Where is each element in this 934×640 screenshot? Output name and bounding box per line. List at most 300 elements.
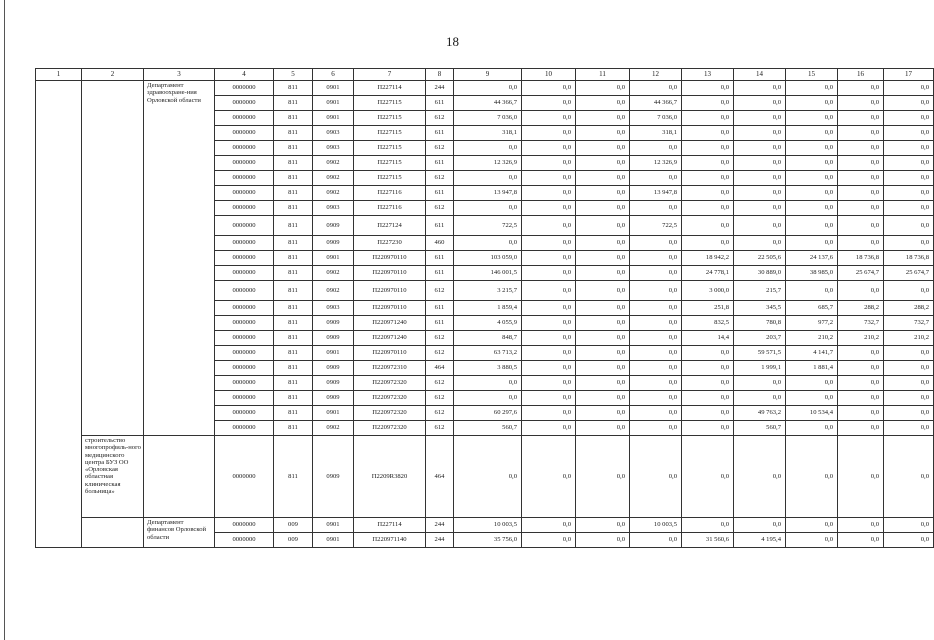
table-cell: 0,0 <box>838 216 884 236</box>
table-cell: 811 <box>274 201 313 216</box>
table-cell: 0,0 <box>576 236 630 251</box>
table-cell: 0,0 <box>786 171 838 186</box>
table-cell: 0,0 <box>522 81 576 96</box>
table-cell: 009 <box>274 518 313 533</box>
table-cell: 0,0 <box>734 391 786 406</box>
table-cell: 0,0 <box>454 141 522 156</box>
table-cell: 811 <box>274 141 313 156</box>
table-cell: 0,0 <box>576 251 630 266</box>
table-cell: 244 <box>426 81 454 96</box>
table-cell: 0,0 <box>576 201 630 216</box>
table-cell: 0,0 <box>786 96 838 111</box>
table-cell: 3 000,0 <box>682 281 734 301</box>
table-cell: 0,0 <box>630 361 682 376</box>
table-cell: 0,0 <box>576 436 630 518</box>
table-cell: П227115 <box>354 141 426 156</box>
table-cell: 0000000 <box>215 376 274 391</box>
table-cell: 0,0 <box>734 376 786 391</box>
table-cell: 811 <box>274 251 313 266</box>
table-cell: 0,0 <box>734 96 786 111</box>
table-cell: 732,7 <box>838 316 884 331</box>
table-cell: 49 763,2 <box>734 406 786 421</box>
table-cell: 10 534,4 <box>786 406 838 421</box>
table-cell: 0,0 <box>576 111 630 126</box>
table-cell: 0,0 <box>682 216 734 236</box>
table-cell: 0,0 <box>884 346 934 361</box>
table-cell: 0,0 <box>630 171 682 186</box>
table-cell: П220972320 <box>354 421 426 436</box>
table-cell: 0,0 <box>576 331 630 346</box>
table-cell: 811 <box>274 266 313 281</box>
column-header-1: 1 <box>36 69 82 81</box>
column-header-row <box>36 69 934 81</box>
program-name-cell <box>82 81 144 436</box>
table-cell: 0,0 <box>630 316 682 331</box>
table-cell: 0902 <box>313 421 354 436</box>
table-cell: П227114 <box>354 81 426 96</box>
table-cell: 0,0 <box>786 126 838 141</box>
table-cell: 0,0 <box>522 171 576 186</box>
table-cell: П227115 <box>354 111 426 126</box>
table-cell: 215,7 <box>734 281 786 301</box>
table-cell: 0,0 <box>522 391 576 406</box>
table-cell: 0,0 <box>838 421 884 436</box>
table-cell: 31 560,6 <box>682 533 734 548</box>
table-cell: 560,7 <box>734 421 786 436</box>
table-cell: 0909 <box>313 376 354 391</box>
table-cell: 0,0 <box>884 126 934 141</box>
table-cell: 611 <box>426 96 454 111</box>
table-cell: 0,0 <box>734 171 786 186</box>
table-cell: 0000000 <box>215 301 274 316</box>
table-cell: 0,0 <box>576 266 630 281</box>
page-edge-line <box>4 0 5 640</box>
table-cell: 0,0 <box>682 111 734 126</box>
table-cell: 7 036,0 <box>630 111 682 126</box>
table-cell: 210,2 <box>884 331 934 346</box>
table-cell: 0909 <box>313 361 354 376</box>
table-cell: 0,0 <box>884 236 934 251</box>
table-cell: 0,0 <box>576 346 630 361</box>
table-cell: 0,0 <box>522 216 576 236</box>
table-cell: 0,0 <box>522 331 576 346</box>
table-cell: 0,0 <box>454 376 522 391</box>
table-cell: 0,0 <box>838 126 884 141</box>
table-cell: 0,0 <box>630 331 682 346</box>
table-cell: 0000000 <box>215 171 274 186</box>
table-cell: 0,0 <box>682 126 734 141</box>
table-cell: 0,0 <box>576 533 630 548</box>
column-header-6: 6 <box>313 69 354 81</box>
table-cell: 0,0 <box>522 141 576 156</box>
table-cell: 811 <box>274 406 313 421</box>
table-cell: 0909 <box>313 331 354 346</box>
table-cell: 0909 <box>313 436 354 518</box>
table-cell: 0000000 <box>215 141 274 156</box>
table-cell: 44 366,7 <box>630 96 682 111</box>
table-cell: 0,0 <box>630 421 682 436</box>
table-cell: 0,0 <box>884 376 934 391</box>
table-cell: П220970110 <box>354 301 426 316</box>
table-cell: 0901 <box>313 251 354 266</box>
table-cell: 0,0 <box>522 186 576 201</box>
table-cell: П220972320 <box>354 376 426 391</box>
table-cell: 0,0 <box>576 171 630 186</box>
table-cell: 0,0 <box>630 281 682 301</box>
table-cell: 0,0 <box>786 201 838 216</box>
table-cell: 0,0 <box>838 533 884 548</box>
table-cell: 464 <box>426 361 454 376</box>
table-cell: 685,7 <box>786 301 838 316</box>
table-cell: 0,0 <box>576 81 630 96</box>
table-cell: 0,0 <box>522 251 576 266</box>
table-cell: П220971140 <box>354 533 426 548</box>
table-cell: 612 <box>426 376 454 391</box>
column-header-10: 10 <box>522 69 576 81</box>
table-cell: 0,0 <box>838 391 884 406</box>
table-cell: 811 <box>274 391 313 406</box>
table-cell: 0902 <box>313 186 354 201</box>
table-cell: 0000000 <box>215 331 274 346</box>
table-cell: 0,0 <box>682 201 734 216</box>
table-cell: 0,0 <box>838 361 884 376</box>
table-cell: 0,0 <box>576 141 630 156</box>
table-cell: 0,0 <box>454 236 522 251</box>
table-cell: 0,0 <box>884 421 934 436</box>
table-cell: 146 001,5 <box>454 266 522 281</box>
table-cell: 0000000 <box>215 406 274 421</box>
table-cell: 0,0 <box>522 156 576 171</box>
column-header-12: 12 <box>630 69 682 81</box>
table-cell: 0,0 <box>522 266 576 281</box>
table-cell: 1 881,4 <box>786 361 838 376</box>
table-cell: 59 571,5 <box>734 346 786 361</box>
table-cell: 0,0 <box>884 406 934 421</box>
table-cell: П220970110 <box>354 266 426 281</box>
table-cell: 464 <box>426 436 454 518</box>
table-cell: 0,0 <box>454 436 522 518</box>
table-cell: 0,0 <box>786 141 838 156</box>
table-cell: 0000000 <box>215 201 274 216</box>
table-cell: 0,0 <box>630 141 682 156</box>
table-cell: 0000000 <box>215 518 274 533</box>
table-cell: 0903 <box>313 201 354 216</box>
table-cell: 0,0 <box>786 421 838 436</box>
table-cell: 612 <box>426 331 454 346</box>
table-cell: 0,0 <box>734 156 786 171</box>
table-cell: 0,0 <box>682 156 734 171</box>
table-cell: 0,0 <box>454 171 522 186</box>
table-cell: 0,0 <box>522 96 576 111</box>
table-cell: 0,0 <box>630 266 682 281</box>
table-cell: 0,0 <box>682 81 734 96</box>
table-cell: 0,0 <box>522 436 576 518</box>
table-row <box>36 436 934 518</box>
table-cell: 0000000 <box>215 346 274 361</box>
table-cell: 0000000 <box>215 96 274 111</box>
table-cell: 0902 <box>313 266 354 281</box>
table-cell: 0901 <box>313 346 354 361</box>
table-cell: 210,2 <box>786 331 838 346</box>
table-cell: 0,0 <box>786 436 838 518</box>
table-cell: 612 <box>426 281 454 301</box>
table-cell: 0,0 <box>786 281 838 301</box>
table-cell: 0,0 <box>884 436 934 518</box>
department-name-cell: Департамент здравоохране-ния Орловской области <box>144 81 215 436</box>
table-cell: 0,0 <box>576 281 630 301</box>
table-cell: 24 137,6 <box>786 251 838 266</box>
table-cell: 0,0 <box>884 81 934 96</box>
table-cell: 0,0 <box>786 81 838 96</box>
table-cell: 722,5 <box>454 216 522 236</box>
table-cell: 0,0 <box>786 518 838 533</box>
table-cell: 0,0 <box>576 96 630 111</box>
table-cell: 0,0 <box>522 236 576 251</box>
table-cell: 611 <box>426 156 454 171</box>
table-cell: 0000000 <box>215 251 274 266</box>
table-cell: 811 <box>274 96 313 111</box>
table-cell: 0,0 <box>630 376 682 391</box>
table-cell: 977,2 <box>786 316 838 331</box>
table-cell: 0,0 <box>682 376 734 391</box>
table-cell: 0,0 <box>734 186 786 201</box>
table-cell: 0000000 <box>215 111 274 126</box>
table-cell: П220971240 <box>354 316 426 331</box>
table-cell: 14,4 <box>682 331 734 346</box>
table-cell: 0000000 <box>215 421 274 436</box>
table-cell: 811 <box>274 156 313 171</box>
table-cell: П227114 <box>354 518 426 533</box>
table-cell: 0,0 <box>522 316 576 331</box>
table-cell: 13 947,8 <box>454 186 522 201</box>
table-cell: 612 <box>426 346 454 361</box>
table-cell: 0,0 <box>576 391 630 406</box>
table-cell: 0,0 <box>630 251 682 266</box>
table-cell: 0,0 <box>734 236 786 251</box>
table-cell: 811 <box>274 361 313 376</box>
table-cell: 12 326,9 <box>630 156 682 171</box>
table-cell: 811 <box>274 126 313 141</box>
table-cell: 244 <box>426 533 454 548</box>
table-cell: 0,0 <box>576 376 630 391</box>
table-cell: 0,0 <box>838 111 884 126</box>
table-cell: 0000000 <box>215 391 274 406</box>
table-cell: 18 736,8 <box>884 251 934 266</box>
table-cell: 0,0 <box>838 436 884 518</box>
column-header-15: 15 <box>786 69 838 81</box>
table-cell: 0,0 <box>884 141 934 156</box>
table-cell: 0,0 <box>630 346 682 361</box>
table-cell: 0000000 <box>215 361 274 376</box>
table-cell: 0,0 <box>454 81 522 96</box>
table-cell: 611 <box>426 186 454 201</box>
table-cell: П227115 <box>354 156 426 171</box>
column-header-8: 8 <box>426 69 454 81</box>
table-cell: 0000000 <box>215 156 274 171</box>
table-cell: 0,0 <box>522 421 576 436</box>
table-cell: 0000000 <box>215 216 274 236</box>
table-cell: 0,0 <box>682 346 734 361</box>
table-cell: 0,0 <box>838 281 884 301</box>
table-cell: 0,0 <box>786 533 838 548</box>
table-cell: П2209R3820 <box>354 436 426 518</box>
table-cell: 0,0 <box>682 421 734 436</box>
table-cell: 0,0 <box>734 141 786 156</box>
table-cell: 611 <box>426 216 454 236</box>
table-cell: 0,0 <box>884 186 934 201</box>
table-cell: 0,0 <box>576 301 630 316</box>
table-cell: 0901 <box>313 111 354 126</box>
table-cell: 0,0 <box>734 126 786 141</box>
table-cell: 0,0 <box>630 436 682 518</box>
table-cell: П220970110 <box>354 346 426 361</box>
table-cell: 44 366,7 <box>454 96 522 111</box>
program-name-cell: строительство многопрофиль-ного медицинского центра БУЗ ОО «Орловская областная клиническая больница» <box>82 436 144 518</box>
department-name-cell <box>144 436 215 518</box>
table-cell: 0,0 <box>576 406 630 421</box>
table-cell: П227116 <box>354 201 426 216</box>
budget-table <box>35 68 934 548</box>
table-cell: П220970110 <box>354 281 426 301</box>
table-cell: 0,0 <box>576 216 630 236</box>
table-cell: 009 <box>274 533 313 548</box>
table-cell: 0,0 <box>838 201 884 216</box>
table-cell: 0,0 <box>884 361 934 376</box>
table-cell: 811 <box>274 301 313 316</box>
table-cell: 0901 <box>313 81 354 96</box>
table-cell: 0,0 <box>682 518 734 533</box>
table-cell: 0,0 <box>786 216 838 236</box>
table-cell: 811 <box>274 421 313 436</box>
table-cell: 318,1 <box>454 126 522 141</box>
table-cell: 210,2 <box>838 331 884 346</box>
table-cell: 0909 <box>313 391 354 406</box>
column-header-3: 3 <box>144 69 215 81</box>
table-cell: 0,0 <box>454 391 522 406</box>
table-cell: 25 674,7 <box>884 266 934 281</box>
table-cell: П227115 <box>354 96 426 111</box>
col1-cell <box>36 81 82 548</box>
table-cell: 611 <box>426 126 454 141</box>
table-cell: 0000000 <box>215 316 274 331</box>
table-cell: 811 <box>274 331 313 346</box>
table-row <box>36 81 934 96</box>
table-cell: 0,0 <box>522 111 576 126</box>
table-cell: 10 003,5 <box>630 518 682 533</box>
table-cell: 0,0 <box>522 533 576 548</box>
table-cell: П227116 <box>354 186 426 201</box>
table-cell: 63 713,2 <box>454 346 522 361</box>
table-cell: 0,0 <box>682 96 734 111</box>
table-cell: 0,0 <box>630 533 682 548</box>
table-cell: 611 <box>426 251 454 266</box>
table-cell: 0901 <box>313 96 354 111</box>
table-cell: 0,0 <box>884 96 934 111</box>
table-cell: 0909 <box>313 216 354 236</box>
table-cell: П220970110 <box>354 251 426 266</box>
table-cell: 3 215,7 <box>454 281 522 301</box>
table-cell: 0,0 <box>630 391 682 406</box>
table-cell: 60 297,6 <box>454 406 522 421</box>
table-cell: 0,0 <box>786 186 838 201</box>
table-cell: 0,0 <box>786 376 838 391</box>
table-cell: 0,0 <box>522 301 576 316</box>
table-cell: 0902 <box>313 281 354 301</box>
table-cell: 811 <box>274 81 313 96</box>
table-cell: 460 <box>426 236 454 251</box>
table-cell: 780,8 <box>734 316 786 331</box>
column-header-9: 9 <box>454 69 522 81</box>
table-cell: 288,2 <box>884 301 934 316</box>
table-cell: 203,7 <box>734 331 786 346</box>
table-cell: 0,0 <box>576 126 630 141</box>
table-cell: 345,5 <box>734 301 786 316</box>
table-cell: 0902 <box>313 171 354 186</box>
table-cell: 35 756,0 <box>454 533 522 548</box>
table-cell: 0,0 <box>734 216 786 236</box>
table-cell: 0,0 <box>838 81 884 96</box>
table-cell: 0,0 <box>884 201 934 216</box>
table-cell: 0,0 <box>630 301 682 316</box>
table-cell: 0000000 <box>215 126 274 141</box>
table-cell: 612 <box>426 141 454 156</box>
table-cell: 0000000 <box>215 236 274 251</box>
table-cell: 0,0 <box>576 518 630 533</box>
table-cell: П227230 <box>354 236 426 251</box>
table-cell: 0,0 <box>454 201 522 216</box>
table-cell: 811 <box>274 236 313 251</box>
table-cell: 0,0 <box>734 111 786 126</box>
table-cell: 0903 <box>313 301 354 316</box>
column-header-2: 2 <box>82 69 144 81</box>
table-cell: 0903 <box>313 126 354 141</box>
table-cell: 0,0 <box>786 156 838 171</box>
table-cell: 7 036,0 <box>454 111 522 126</box>
table-cell: 0,0 <box>682 406 734 421</box>
table-cell: 4 195,4 <box>734 533 786 548</box>
table-cell: 0909 <box>313 236 354 251</box>
table-cell: 0,0 <box>682 171 734 186</box>
table-cell: 0,0 <box>630 406 682 421</box>
table-cell: 0,0 <box>522 201 576 216</box>
table-cell: 103 059,0 <box>454 251 522 266</box>
column-header-7: 7 <box>354 69 426 81</box>
table-cell: 0,0 <box>884 111 934 126</box>
table-cell: 18 736,8 <box>838 251 884 266</box>
table-cell: 0000000 <box>215 281 274 301</box>
program-name-cell <box>82 518 144 548</box>
table-cell: 0,0 <box>838 518 884 533</box>
table-cell: П220971240 <box>354 331 426 346</box>
table-cell: 0,0 <box>838 96 884 111</box>
table-cell: 38 985,0 <box>786 266 838 281</box>
table-cell: 0901 <box>313 533 354 548</box>
table-cell: 0,0 <box>576 361 630 376</box>
table-cell: П220972320 <box>354 406 426 421</box>
column-header-17: 17 <box>884 69 934 81</box>
table-cell: 10 003,5 <box>454 518 522 533</box>
table-cell: 0,0 <box>522 361 576 376</box>
table-cell: 811 <box>274 111 313 126</box>
table-cell: 0,0 <box>884 216 934 236</box>
table-cell: П227124 <box>354 216 426 236</box>
table-cell: 0,0 <box>630 81 682 96</box>
table-cell: 12 326,9 <box>454 156 522 171</box>
table-cell: 288,2 <box>838 301 884 316</box>
table-cell: 13 947,8 <box>630 186 682 201</box>
table-cell: 0,0 <box>884 171 934 186</box>
table-cell: 0909 <box>313 316 354 331</box>
